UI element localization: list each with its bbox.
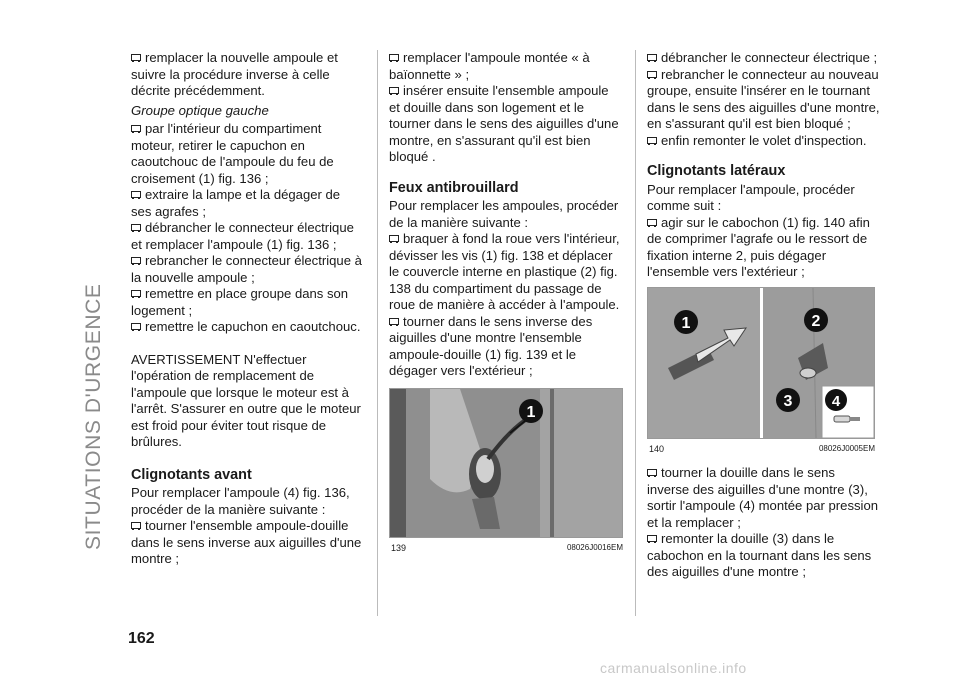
- car-icon: [647, 219, 657, 227]
- chapter-title: [82, 283, 122, 550]
- column-divider: [377, 50, 378, 616]
- bullet-item: enfin remonter le volet d'inspection.: [647, 133, 880, 150]
- column-3: [647, 50, 880, 581]
- car-icon: [389, 54, 399, 62]
- fog-light-photo: [390, 389, 622, 537]
- callout-label: 1: [681, 314, 691, 332]
- column-1: [131, 50, 364, 568]
- footer-watermark: carmanualsonline.info: [600, 660, 747, 676]
- section-heading: Clignotants avant: [131, 466, 252, 483]
- column-2: [389, 50, 622, 556]
- bullet-item: agir sur le cabochon (1) fig. 140 afin de comprimer l'agrafe ou le ressort de fixation interne 2, puis dégager l'ensemble vers l'extérieur ;: [647, 214, 870, 279]
- bullet-item: remplacer l'ampoule montée « à baïonnette » ;: [389, 50, 590, 82]
- figure-139: [389, 388, 623, 538]
- callout-3: [776, 388, 800, 412]
- car-icon: [647, 71, 657, 79]
- column-divider: [635, 50, 636, 616]
- figure-number: 139: [391, 542, 407, 553]
- bullet-item: insérer ensuite l'ensemble ampoule et douille dans son logement et le tourner dans le sens des aiguilles d'une montre, en s'assurant qu'il est bien bloqué .: [389, 83, 619, 164]
- bullet-item: tourner la douille dans le sens inverse des aiguilles d'une montre (3), sortir l'ampoule (4) montée par pression et la remplacer ;: [647, 465, 879, 530]
- figure-caption: [389, 540, 625, 557]
- bullet-item: rebrancher le connecteur au nouveau groupe, ensuite l'insérer en le tournant dans le sens des aiguilles d'une montre, en s'assurant qu'il est bien bloqué ;: [647, 66, 880, 131]
- callout-label: 3: [783, 392, 793, 410]
- bullet-item: remettre en place groupe dans son logement ;: [131, 286, 349, 318]
- car-icon: [647, 469, 657, 477]
- callout-label: 2: [811, 312, 821, 330]
- chapter-title-text: SITUATIONS D'URGENCE: [82, 283, 105, 550]
- car-icon: [131, 125, 141, 133]
- bullet-item: rebrancher le connecteur électrique à la nouvelle ampoule ;: [131, 253, 362, 285]
- bullet-item: débrancher le connecteur électrique ;: [647, 50, 880, 67]
- car-icon: [647, 137, 657, 145]
- callout-label: 1: [526, 403, 536, 421]
- paragraph: Pour remplacer l'ampoule (4) fig. 136, procéder de la manière suivante :: [131, 485, 350, 517]
- car-icon: [647, 54, 657, 62]
- callout-label: 4: [831, 392, 841, 410]
- callout-2: [804, 308, 828, 332]
- car-icon: [647, 535, 657, 543]
- car-icon: [131, 224, 141, 232]
- figure-code: 08026J0016EM: [566, 542, 623, 552]
- car-icon: [131, 191, 141, 199]
- paragraph: Pour remplacer l'ampoule, procéder comme suit :: [647, 181, 855, 213]
- warning-text: AVERTISSEMENT N'effectuer l'opération de remplacement de l'ampoule que lorsque le moteur est à l'arrêt. S'assurer en outre que le moteur est froid pour éviter tout risque de brûlures.: [131, 351, 361, 449]
- bullet-item: extraire la lampe et la dégager de ses agrafes ;: [131, 187, 341, 219]
- bullet-item: par l'intérieur du compartiment moteur, retirer le capuchon en caoutchouc de l'ampoule du feu de croisement (1) fig. 136 ;: [131, 121, 334, 186]
- side-indicator-photo: [648, 288, 874, 438]
- bullet-item: braquer à fond la roue vers l'intérieur, dévisser les vis (1) fig. 138 et déplacer le couvercle interne en plastique (2) fig. 138 du compartiment du passage de roue de manière à accéder à l'ampoule.: [389, 231, 620, 312]
- section-heading: Feux antibrouillard: [389, 179, 519, 196]
- callout-4: [825, 389, 847, 411]
- car-icon: [131, 323, 141, 331]
- page-number: 162: [128, 630, 155, 647]
- bullet-item: remettre le capuchon en caoutchouc.: [131, 319, 364, 336]
- paragraph: Pour remplacer les ampoules, procéder de la manière suivante :: [389, 198, 619, 230]
- car-icon: [131, 290, 141, 298]
- figure-number: 140: [649, 443, 665, 454]
- bullet-item: remplacer la nouvelle ampoule et suivre la procédure inverse à celle décrite précédemment.: [131, 50, 338, 98]
- bullet-item: débrancher le connecteur électrique et remplacer l'ampoule (1) fig. 136 ;: [131, 220, 354, 252]
- figure-140: [647, 287, 875, 439]
- car-icon: [389, 318, 399, 326]
- callout-1: [674, 310, 698, 334]
- car-icon: [131, 54, 141, 62]
- bullet-item: tourner l'ensemble ampoule-douille dans le sens inverse aux aiguilles d'une montre ;: [131, 518, 362, 566]
- subheading: Groupe optique gauche: [131, 102, 269, 118]
- figure-caption: [647, 441, 877, 458]
- bullet-item: tourner dans le sens inverse des aiguilles d'une montre l'ensemble ampoule-douille (1) fig. 139 et le dégager vers l'extérieur ;: [389, 313, 593, 378]
- car-icon: [131, 522, 141, 530]
- car-icon: [131, 257, 141, 265]
- car-icon: [389, 87, 399, 95]
- figure-code: 08026J0005EM: [818, 443, 875, 453]
- section-heading: Clignotants latéraux: [647, 163, 786, 179]
- bullet-item: remonter la douille (3) dans le cabochon en la tournant dans les sens des aiguilles d'une montre ;: [647, 531, 872, 579]
- car-icon: [389, 235, 399, 243]
